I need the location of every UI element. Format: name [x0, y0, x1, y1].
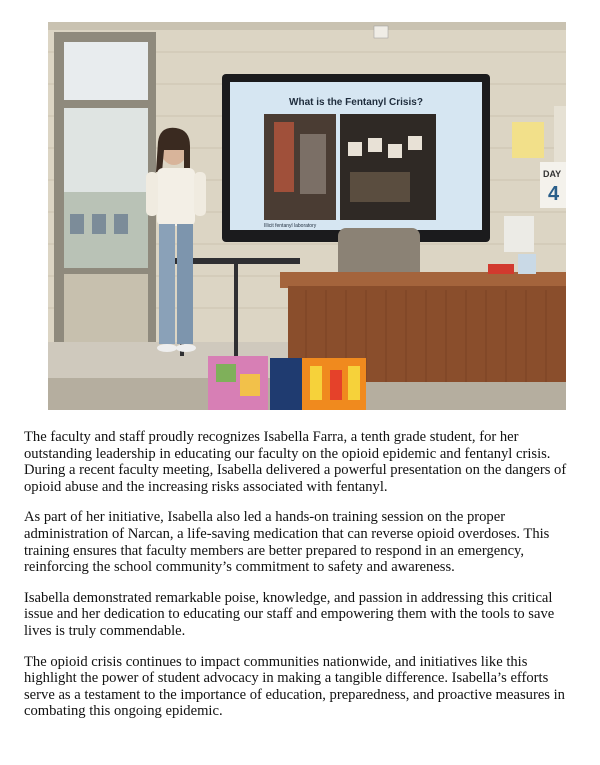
window-sill-wall	[64, 274, 148, 344]
ceiling	[48, 22, 566, 30]
slide-caption: Illicit fentanyl laboratory	[264, 223, 317, 229]
paragraph-3: Isabella demonstrated remarkable poise, knowledge, and passion in addressing this critical issue and her dedication to educating our staff and empowering them with the tools to save lives is truly commendable.	[24, 589, 555, 639]
paragraph-2: As part of her initiative, Isabella also led a hands-on training session on the proper administration of Narcan, a life-saving medication that can reverse opioid overdoses. This training ensures that faculty members are better prepared to respond in an emergency, reinforcing the school community’s commitment to safety and awareness.	[24, 509, 550, 576]
sticky-note	[512, 122, 544, 158]
classroom-scene	[48, 22, 566, 410]
day-sign-number: 4	[548, 183, 560, 205]
gift-bag-navy	[270, 358, 302, 410]
window-pane-top	[64, 42, 148, 100]
podium-top	[280, 272, 566, 288]
paragraph-1: The faculty and staff proudly recognizes Isabella Farra, a tenth grade student, for her outstanding leadership in educating our faculty on the opioid epidemic and fentanyl crisis. During a recent faculty meeting, Isabella delivered a powerful presentation on the dangers of opioid abuse and the increasing risks associated with fentanyl.	[24, 429, 567, 495]
article-body	[24, 429, 580, 734]
presentation-photo	[48, 22, 566, 410]
slide-image-right	[340, 114, 436, 220]
slide-title: What is the Fentanyl Crisis?	[289, 97, 423, 108]
day-sign-label: DAY	[543, 169, 562, 179]
paragraph-4: The opioid crisis continues to impact communities nationwide, and initiatives like this highlight the power of student advocacy in making a tangible difference. Isabella’s efforts serve as a testament to the importance of education, preparedness, and proactive measures in combating this ongoing epidemic.	[24, 653, 565, 720]
